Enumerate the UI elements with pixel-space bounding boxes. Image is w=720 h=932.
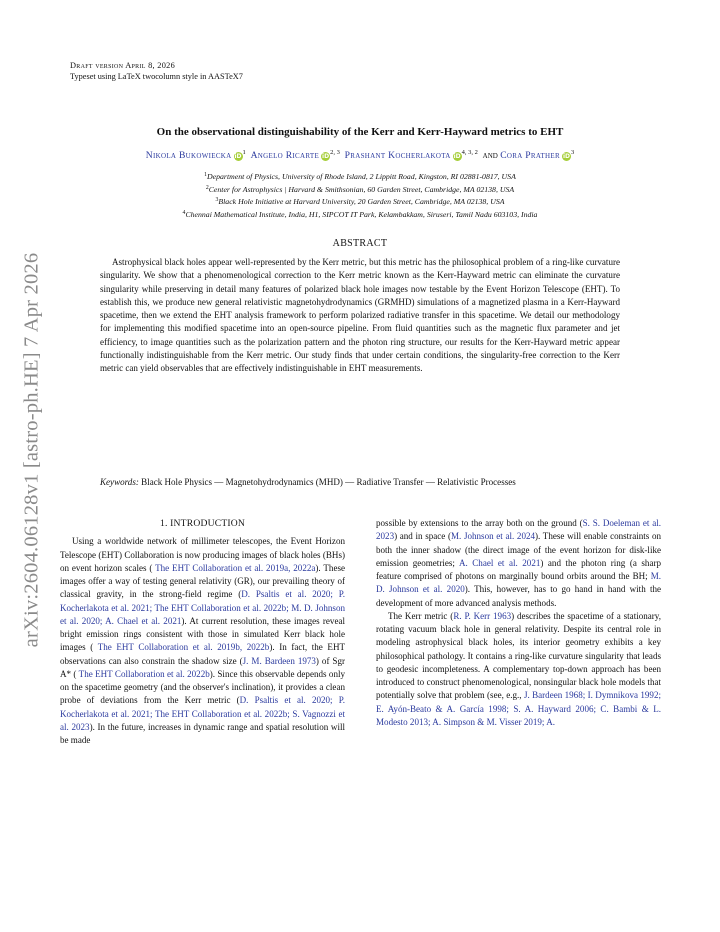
body-text: ) of Sgr A* (: [60, 655, 345, 679]
body-text: ). This, however, has to go hand in hand with the development of more advanced analysis methods.: [376, 584, 661, 608]
citation-link[interactable]: M. D. Johnson et al. 2020: [376, 571, 661, 595]
header-meta: [70, 60, 243, 82]
paper-title: On the observational distinguishability of the Kerr and Kerr-Hayward metrics to EHT: [156, 126, 564, 138]
paragraph: [376, 517, 661, 610]
citation-link[interactable]: D. Psaltis et al. 2020; P. Kocherlakota et al. 2021; The EHT Collaboration et al. 2022b; S. Vagnozzi et al. 2023: [60, 695, 345, 732]
orcid-icon[interactable]: iD: [234, 153, 242, 160]
arxiv-identifier: arXiv:2604.06128v1 [astro-ph.HE] 7 Apr 2026: [20, 252, 43, 648]
keywords-text: Black Hole Physics — Magnetohydrodynamics (MHD) — Radiative Transfer — Relativistic Processes: [141, 477, 516, 487]
section-heading: 1. INTRODUCTION: [159, 518, 246, 529]
paragraph: [60, 535, 345, 747]
author-and: and: [482, 150, 498, 161]
body-text: ). These will enable constraints on both the inner shadow (the direct image of the event horizon for disk-like emission geometries;: [376, 531, 661, 568]
body-text: ). Since this observable depends only on the spacetime geometry (and the observer's inclination), it provides a clean probe of deviations from the Kerr metric (: [60, 668, 346, 706]
author-name[interactable]: Prashant Kocherlakota: [344, 150, 451, 161]
left-column: [60, 517, 345, 747]
author-list: [60, 149, 660, 161]
author-name[interactable]: Cora Prather: [500, 150, 560, 161]
citation-link[interactable]: S. S. Doeleman et al. 2023: [376, 518, 661, 542]
typeset-note: Typeset using LaTeX twocolumn style in AASTeX7: [70, 72, 243, 81]
author-affil: 4, 3, 2: [461, 149, 478, 156]
keywords: [100, 476, 676, 489]
orcid-icon[interactable]: iD: [562, 153, 570, 160]
body-text: The Kerr metric (: [388, 610, 454, 621]
author-name[interactable]: Nikola Bukowiecka: [145, 150, 232, 161]
citation-link[interactable]: The EHT Collaboration et al. 2019a, 2022a: [155, 562, 316, 573]
affiliation: $^2$Center for Astrophysics | Harvard & Smithsonian, 60 Garden Street, Cambridge, MA 02138, USA: [205, 184, 515, 194]
citation-link[interactable]: R. P. Kerr 1963: [453, 610, 512, 621]
author-affil: 1: [242, 149, 246, 156]
affiliations: [60, 170, 660, 220]
body-text: ) and in space (: [394, 531, 451, 542]
citation-link[interactable]: D. Psaltis et al. 2020; P. Kocherlakota et al. 2021; The EHT Collaboration et al. 2022b; M. D. Johnson et al. 2020; A. Chael et al. 2021: [60, 589, 345, 626]
abstract-text: Astrophysical black holes appear well-represented by the Kerr metric, but this metric has the philosophical problem of a ring-like curvature singularity. We show that a phenomenological correction to the Kerr metric known as the Kerr-Hayward metric can eliminate the curvature singularity while preserving in detail many features of polarized black hole images now testable by the Event Horizon Telescope (EHT). To establish this, we produce new general relativistic magnetohydrodynamics (GRMHD) simulations of a magnetized plasma in a Kerr-Hayward spacetime, then we extend the EHT analysis framework to perform polarized radiative transfer in this spacetime. We detail our methodology for implementing this modified spacetime into an open-source pipeline. From fluid quantities such as the magnetic flux parameter and jet efficiency, to image quantities such as the polarization pattern and the photon ring structure, our results for the Kerr-Hayward metric appear functionally indistinguishable from the Kerr metric. Our study finds that under certain conditions, the singularity-free correction to the Kerr metric can yield observables that are effectively indistinguishable in EHT measurements.: [100, 257, 620, 374]
body-text: ). In fact, the EHT observations can also constrain the shadow size (: [60, 642, 346, 666]
citation-link[interactable]: The EHT Collaboration et al. 2022b: [78, 668, 210, 679]
body-text: Using a worldwide network of millimeter telescopes, the Event Horizon Telescope (EHT) Collaboration is now producing images of black holes (BHs) on event horizon scales (: [60, 536, 345, 573]
author-affil: 2, 3: [330, 149, 340, 156]
keywords-label: Keywords:: [100, 477, 139, 487]
author-name[interactable]: Angelo Ricarte: [250, 150, 320, 161]
affiliation: $^3$Black Hole Initiative at Harvard University, 20 Garden Street, Cambridge, MA 02138, USA: [215, 197, 505, 207]
right-column: [376, 517, 661, 729]
body-text: ) describes the spacetime of a stationary, rotating vacuum black hole in general relativity. Despite its central role in modeling astrophysical black holes, its interior geometry exhibits a key philosophical pathology. It contains a ring-like curvature singularity that leads to geodesic incompleteness. A complementary top-down approach has been introduced to construct phenomenological, nonsingular black hole models that potentially solve that problem (see, e.g.,: [376, 610, 661, 701]
affiliation: $^4$Chennai Mathematical Institute, India, H1, SIPCOT IT Park, Kelambakkam, Siruseri, Tamil Nadu 603103, India: [182, 209, 538, 219]
draft-version: Draft version April 8, 2026: [70, 61, 176, 70]
orcid-icon[interactable]: iD: [453, 153, 461, 160]
citation-link[interactable]: J. M. Bardeen 1973: [242, 655, 316, 666]
citation-link[interactable]: J. Bardeen 1968; I. Dymnikova 1992; E. Ayón-Beato & A. García 1998; S. A. Hayward 2006; C. Bambi & L. Modesto 2013; A. Simpson & M. Visser 2019; A.: [376, 690, 661, 727]
citation-link[interactable]: A. Chael et al. 2021: [458, 557, 541, 568]
author-affil: 3: [570, 149, 575, 156]
orcid-icon[interactable]: iD: [322, 153, 330, 160]
body-text: possible by extensions to the array both on the ground (: [376, 518, 583, 528]
citation-link[interactable]: The EHT Collaboration et al. 2019b, 2022b: [97, 642, 270, 653]
body-text: ) and the photon ring (a sharp feature comprised of photons on marginally bound orbits around the BH;: [376, 557, 662, 581]
abstract-heading: ABSTRACT: [332, 238, 388, 249]
affiliation: $^1$Department of Physics, University of Rhode Island, 2 Lippitt Road, Kingston, RI 02881-0817, USA: [204, 172, 516, 181]
body-text: ). These images offer a way of testing general relativity (GR), our prevailing theory of classical gravity, in the strong-field regime (: [60, 562, 345, 600]
body-text: ). At current resolution, these images reveal bright emission rings consistent with those in simulated Kerr black hole images (: [60, 615, 345, 653]
right-paragraphs: [376, 517, 661, 729]
body-text: ). In the future, increases in dynamic range and spatial resolution will be made: [60, 721, 345, 745]
citation-link[interactable]: M. Johnson et al. 2024: [450, 531, 536, 542]
paragraph: [376, 610, 661, 729]
left-paragraphs: [60, 535, 345, 747]
